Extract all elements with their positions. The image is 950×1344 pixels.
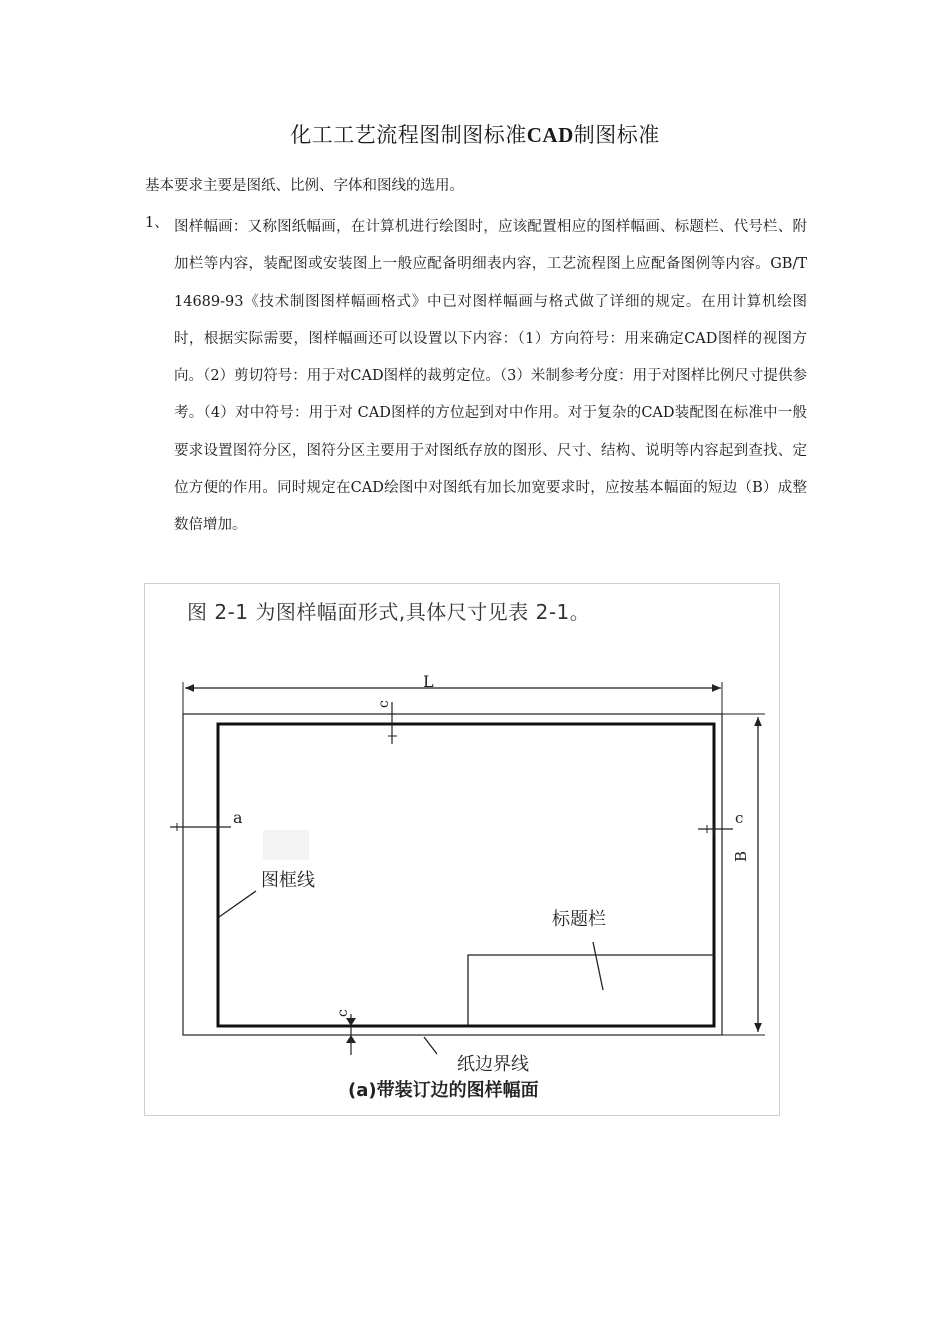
label-paper-border: 纸边界线: [457, 1054, 529, 1075]
label-c-bottom: c: [335, 1009, 351, 1017]
intro-paragraph: 基本要求主要是图纸、比例、字体和图线的选用。: [145, 178, 464, 194]
title-part1: 化工工艺流程图制图标准: [290, 123, 527, 147]
label-c-top: c: [376, 700, 392, 708]
page-title: [0, 119, 950, 149]
label-B: B: [732, 850, 750, 862]
figure-svg: [145, 584, 781, 1117]
item-number: 1、: [145, 215, 169, 231]
figure-drawing-sheet-format: [144, 583, 780, 1116]
title-bold: CAD: [526, 123, 574, 147]
label-title-block: 标题栏: [552, 909, 606, 930]
label-c-right: c: [735, 809, 744, 827]
label-a: a: [233, 808, 243, 827]
item-paragraph: 图样幅画：又称图纸幅画，在计算机进行绘图时，应该配置相应的图样幅画、标题栏、代号栏、附加栏等内容，装配图或安装图上一般应配备明细表内容，工艺流程图上应配备图例等内容。GB/T 14689-93《技术制图图样幅画格式》中已对图样幅画与格式做了详细的规定。在用计算机绘图时，根据实际需要，图样幅画还可以设置以下内容：（1）方向符号：用来确定CAD图样的视图方向。（2）剪切符号：用于对CAD图样的裁剪定位。（3）米制参考分度：用于对图样比例尺寸提供参考。（4）对中符号：用于对 CAD图样的方位起到对中作用。对于复杂的CAD装配图在标准中一般要求设置图符分区，图符分区主要用于对图纸存放的图形、尺寸、结构、说明等内容起到查找、定位方便的作用。同时规定在CAD绘图中对图纸有加长加宽要求时，应按基本幅面的短边（B）成整数倍增加。: [174, 219, 807, 534]
label-L: L: [423, 672, 434, 691]
figure-subcaption: (a)带装订边的图样幅面: [348, 1080, 539, 1101]
title-block-rect: [468, 955, 714, 1026]
figure-caption: 图 2-1 为图样幅面形式,具体尺寸见表 2-1。: [187, 600, 591, 624]
label-frame-line: 图框线: [261, 870, 315, 891]
title-part2: 制图标准: [573, 123, 660, 147]
